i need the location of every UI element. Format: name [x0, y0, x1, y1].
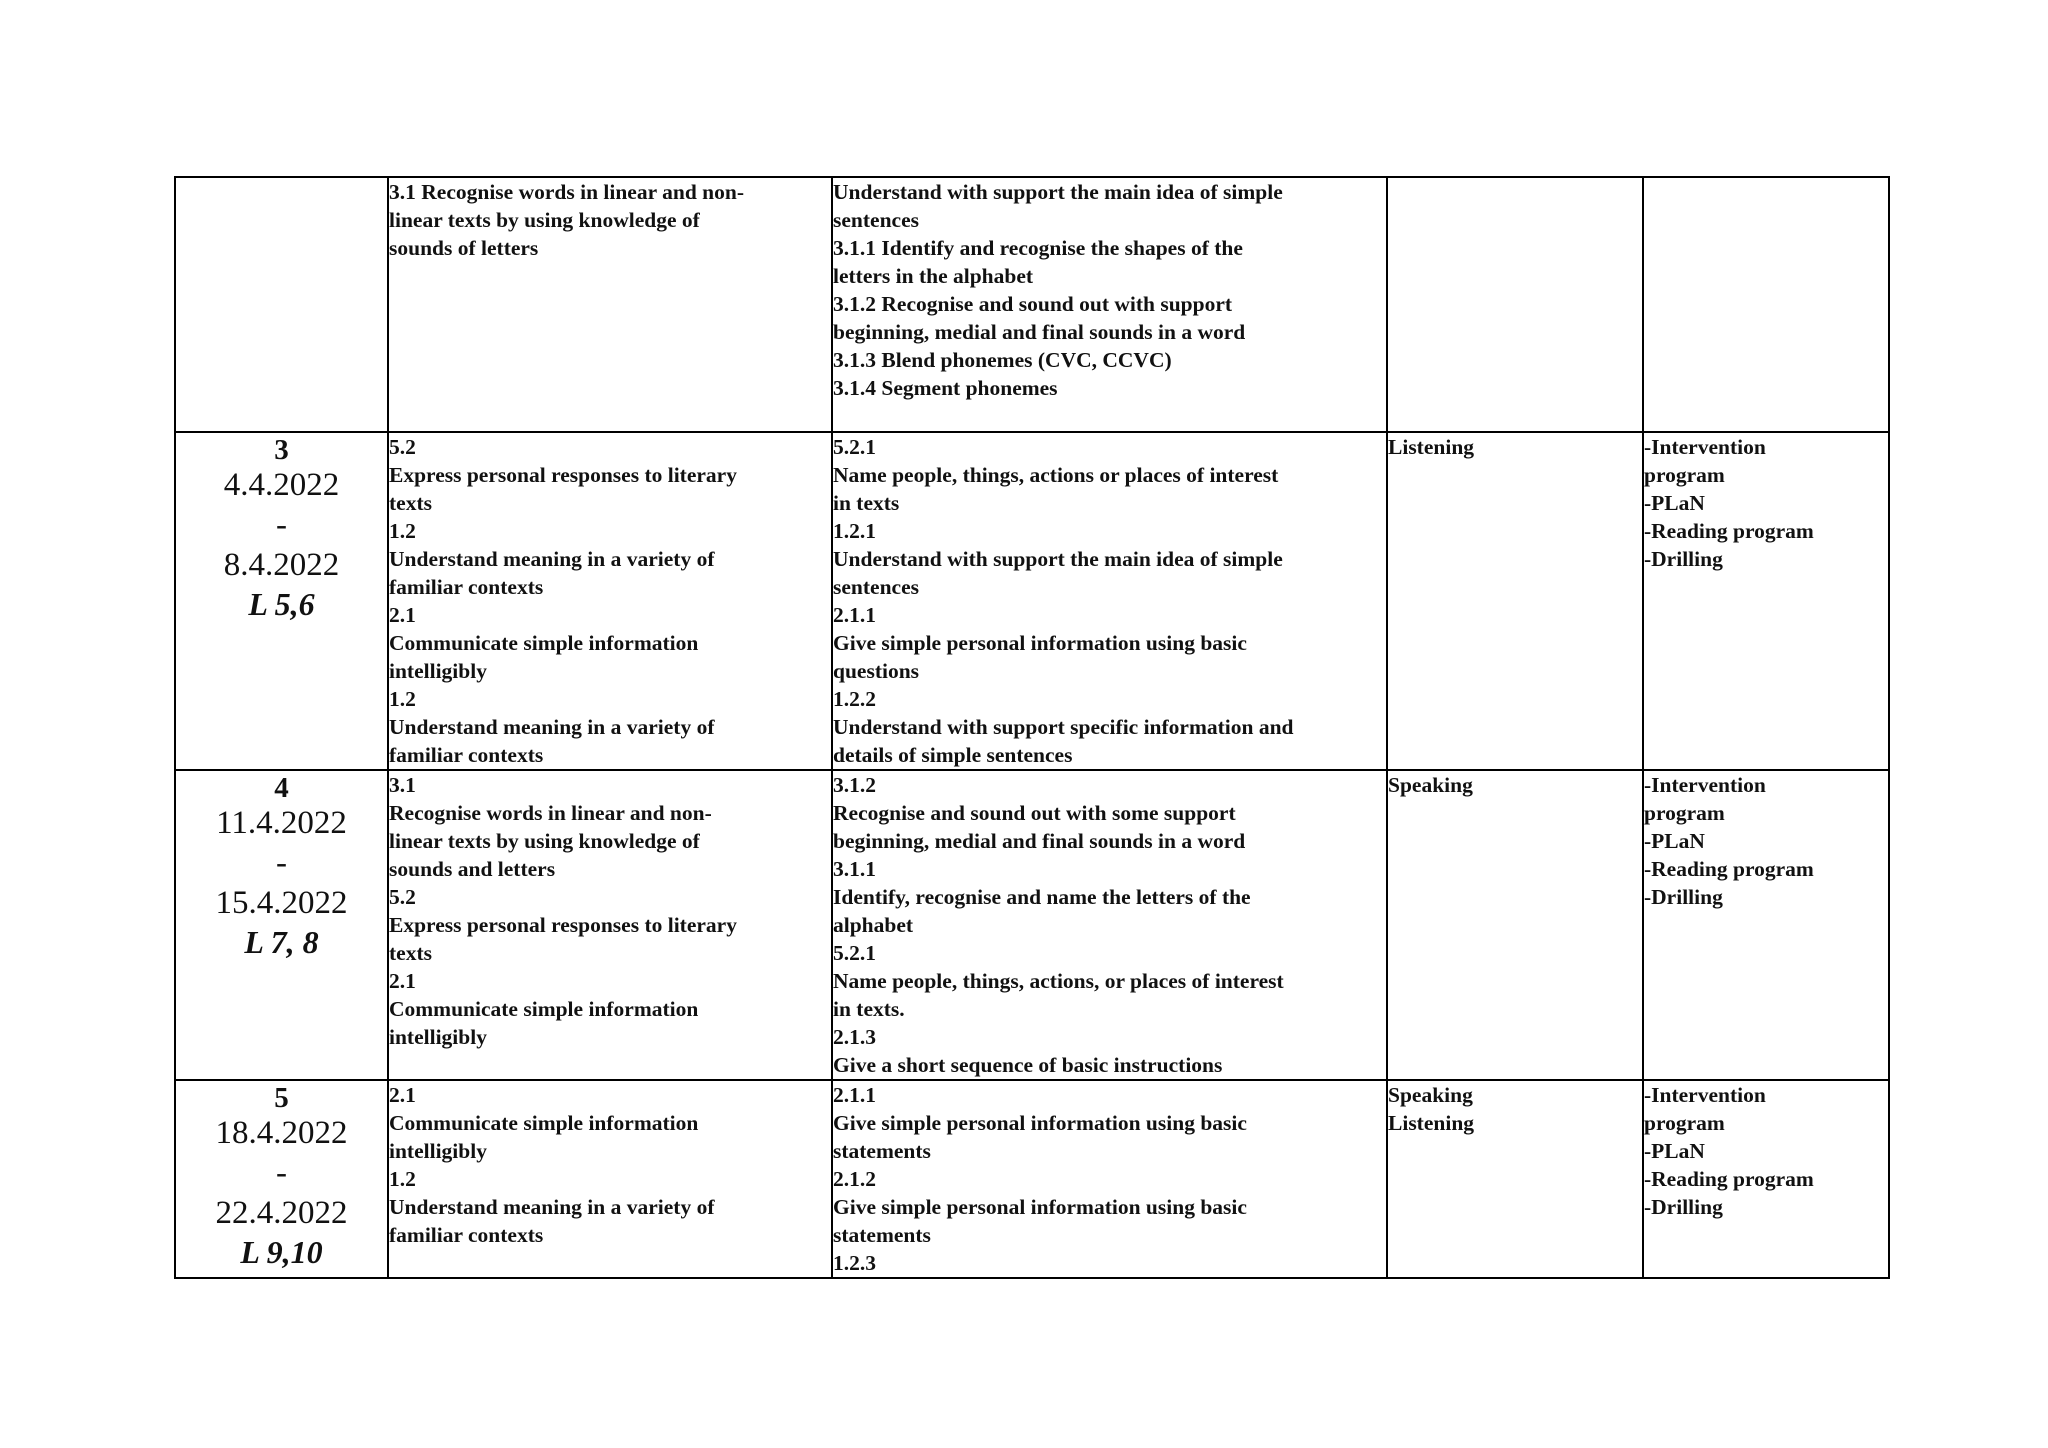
- content-standards-cell: [388, 432, 832, 770]
- cell-text-line: 5.2: [389, 885, 416, 909]
- lesson-plan-body: [175, 177, 1889, 1278]
- cell-text-line: familiar contexts: [389, 743, 544, 767]
- cell-text-line: beginning, medial and final sounds in a word: [833, 829, 1246, 853]
- content-standards-cell: [388, 1080, 832, 1278]
- lesson-code: L 5,6: [248, 586, 315, 622]
- week-cell: [175, 432, 388, 770]
- skills-cell: [1387, 177, 1643, 432]
- cell-text-line: 2.1.2: [833, 1167, 876, 1191]
- table-row: [175, 432, 1889, 770]
- cell-text-line: -PLaN: [1644, 829, 1705, 853]
- cell-text-line: 2.1.3: [833, 1025, 876, 1049]
- cell-text-line: questions: [833, 659, 920, 683]
- cell-text-line: Give a short sequence of basic instructions: [833, 1053, 1223, 1077]
- cell-text-line: alphabet: [833, 913, 914, 937]
- cell-text-line: -Intervention: [1644, 773, 1766, 797]
- cell-text-line: statements: [833, 1139, 931, 1163]
- cell-text-line: intelligibly: [389, 659, 487, 683]
- cell-text-line: 1.2.1: [833, 519, 876, 543]
- date-start: 18.4.2022: [215, 1115, 348, 1151]
- cell-text-line: -Drilling: [1644, 1195, 1723, 1219]
- cell-text-line: Understand meaning in a variety of: [389, 547, 715, 571]
- cell-text-line: 5.2: [389, 435, 416, 459]
- date-start: 4.4.2022: [223, 467, 340, 503]
- cell-text-line: in texts: [833, 491, 900, 515]
- cell-text-line: linear texts by using knowledge of: [389, 829, 700, 853]
- cell-text-line: -Intervention: [1644, 435, 1766, 459]
- cell-text-line: Speaking: [1388, 773, 1473, 797]
- table-row: [175, 1080, 1889, 1278]
- cell-text-line: 1.2.3: [833, 1251, 876, 1275]
- cell-text-line: texts: [389, 491, 432, 515]
- date-end: 22.4.2022: [215, 1195, 348, 1231]
- cell-text-line: linear texts by using knowledge of: [389, 208, 700, 232]
- cell-text-line: 2.1: [389, 969, 416, 993]
- date-dash: -: [276, 845, 287, 881]
- cell-text-line: -Drilling: [1644, 547, 1723, 571]
- lesson-code: L 9,10: [240, 1234, 323, 1270]
- cell-text-line: 2.1: [389, 1083, 416, 1107]
- learning-standards-cell: [832, 432, 1387, 770]
- cell-text-line: 3.1 Recognise words in linear and non-: [389, 180, 744, 204]
- notes-cell: [1643, 432, 1889, 770]
- cell-text-line: Understand with support the main idea of simple: [833, 547, 1283, 571]
- cell-text-line: Communicate simple information: [389, 997, 699, 1021]
- week-cell: [175, 1080, 388, 1278]
- date-dash: -: [276, 1155, 287, 1191]
- lesson-code: L 7, 8: [244, 924, 319, 960]
- cell-text-line: letters in the alphabet: [833, 264, 1034, 288]
- cell-text-line: Recognise and sound out with some support: [833, 801, 1236, 825]
- cell-text-line: beginning, medial and final sounds in a word: [833, 320, 1246, 344]
- cell-text-line: Express personal responses to literary: [389, 913, 737, 937]
- cell-text-line: 2.1: [389, 603, 416, 627]
- cell-text-line: Express personal responses to literary: [389, 463, 737, 487]
- cell-text-line: 5.2.1: [833, 435, 876, 459]
- cell-text-line: -PLaN: [1644, 1139, 1705, 1163]
- date-end: 8.4.2022: [223, 547, 340, 583]
- cell-text-line: 3.1: [389, 773, 416, 797]
- skills-cell: [1387, 432, 1643, 770]
- cell-text-line: Listening: [1388, 435, 1475, 459]
- table-row: [175, 770, 1889, 1080]
- cell-text-line: Communicate simple information: [389, 1111, 699, 1135]
- cell-text-line: familiar contexts: [389, 1223, 544, 1247]
- cell-text-line: -Reading program: [1644, 857, 1814, 881]
- cell-text-line: -Reading program: [1644, 519, 1814, 543]
- cell-text-line: 3.1.4 Segment phonemes: [833, 376, 1058, 400]
- cell-text-line: 3.1.1: [833, 857, 876, 881]
- content-standards-cell: [388, 770, 832, 1080]
- cell-text-line: intelligibly: [389, 1025, 487, 1049]
- cell-text-line: -Intervention: [1644, 1083, 1766, 1107]
- week-number: 5: [274, 1082, 289, 1114]
- cell-text-line: 1.2: [389, 687, 416, 711]
- cell-text-line: sounds of letters: [389, 236, 539, 260]
- week-number: 3: [274, 434, 289, 466]
- cell-text-line: program: [1644, 1111, 1725, 1135]
- cell-text-line: Name people, things, actions or places of interest: [833, 463, 1279, 487]
- cell-text-line: -Drilling: [1644, 885, 1723, 909]
- date-start: 11.4.2022: [216, 805, 347, 841]
- cell-text-line: Give simple personal information using basic: [833, 1111, 1247, 1135]
- learning-standards-cell: [832, 1080, 1387, 1278]
- cell-text-line: Recognise words in linear and non-: [389, 801, 712, 825]
- cell-text-line: 3.1.1 Identify and recognise the shapes of the: [833, 236, 1243, 260]
- cell-text-line: Listening: [1388, 1111, 1475, 1135]
- cell-text-line: -PLaN: [1644, 491, 1705, 515]
- cell-text-line: program: [1644, 463, 1725, 487]
- cell-text-line: 3.1.2 Recognise and sound out with support: [833, 292, 1233, 316]
- cell-text-line: statements: [833, 1223, 931, 1247]
- week-cell: [175, 770, 388, 1080]
- cell-text-line: Speaking: [1388, 1083, 1473, 1107]
- cell-text-line: texts: [389, 941, 432, 965]
- cell-text-line: Understand meaning in a variety of: [389, 1195, 715, 1219]
- cell-text-line: 3.1.3 Blend phonemes (CVC, CCVC): [833, 348, 1172, 372]
- cell-text-line: 2.1.1: [833, 603, 876, 627]
- cell-text-line: sounds and letters: [389, 857, 556, 881]
- cell-text-line: in texts.: [833, 997, 905, 1021]
- cell-text-line: Understand with support specific information and: [833, 715, 1294, 739]
- notes-cell: [1643, 177, 1889, 432]
- cell-text-line: details of simple sentences: [833, 743, 1073, 767]
- cell-text-line: 5.2.1: [833, 941, 876, 965]
- cell-text-line: program: [1644, 801, 1725, 825]
- lesson-plan-table: [174, 176, 1890, 1279]
- table-row: [175, 177, 1889, 432]
- date-end: 15.4.2022: [215, 885, 348, 921]
- cell-text-line: sentences: [833, 575, 919, 599]
- week-number: 4: [274, 772, 289, 804]
- skills-cell: [1387, 1080, 1643, 1278]
- cell-text-line: 3.1.2: [833, 773, 876, 797]
- cell-text-line: Understand with support the main idea of simple: [833, 180, 1283, 204]
- notes-cell: [1643, 1080, 1889, 1278]
- skills-cell: [1387, 770, 1643, 1080]
- cell-text-line: Identify, recognise and name the letters of the: [833, 885, 1251, 909]
- week-cell: [175, 177, 388, 432]
- cell-text-line: -Reading program: [1644, 1167, 1814, 1191]
- learning-standards-cell: [832, 770, 1387, 1080]
- cell-text-line: 1.2.2: [833, 687, 876, 711]
- date-dash: -: [276, 507, 287, 543]
- cell-text-line: Name people, things, actions, or places of interest: [833, 969, 1284, 993]
- cell-text-line: Communicate simple information: [389, 631, 699, 655]
- cell-text-line: Give simple personal information using basic: [833, 1195, 1247, 1219]
- cell-text-line: Understand meaning in a variety of: [389, 715, 715, 739]
- cell-text-line: intelligibly: [389, 1139, 487, 1163]
- cell-text-line: 2.1.1: [833, 1083, 876, 1107]
- cell-text-line: familiar contexts: [389, 575, 544, 599]
- notes-cell: [1643, 770, 1889, 1080]
- cell-text-line: Give simple personal information using basic: [833, 631, 1247, 655]
- cell-text-line: 1.2: [389, 519, 416, 543]
- cell-text-line: sentences: [833, 208, 919, 232]
- learning-standards-cell: [832, 177, 1387, 432]
- content-standards-cell: [388, 177, 832, 432]
- cell-text-line: 1.2: [389, 1167, 416, 1191]
